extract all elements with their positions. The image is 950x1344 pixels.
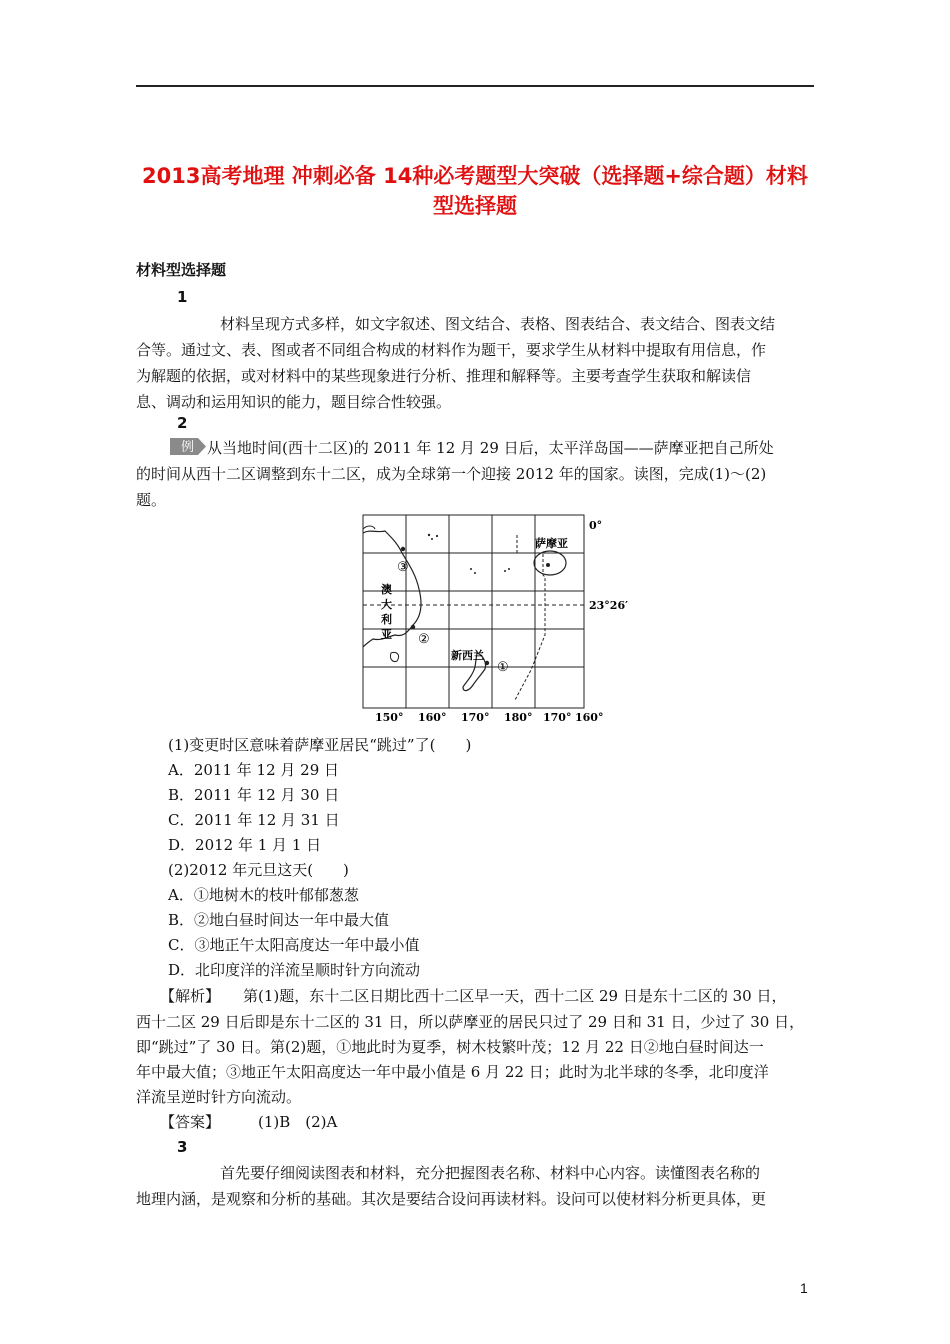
question-2-stem: (2)2012 年元旦这天( ) [168,861,349,879]
longitude-label: 160° [575,711,604,724]
analysis-line: 即“跳过”了 30 日。第(2)题，①地此时为夏季，树木枝繁叶茂；12 月 22 日②地白昼时间达一 [136,1038,764,1056]
header-rule [136,85,814,87]
longitude-label: 170° [461,711,490,724]
question-1-option: C．2011 年 12 月 31 日 [168,811,340,829]
section1-line: 息、调动和运用知识的能力，题目综合性较强。 [136,393,452,411]
date-line [515,535,545,700]
marker-3: ③ [397,560,409,575]
samoa-outline [534,551,566,575]
section3-line: 地理内涵，是观察和分析的基础。其次是要结合设问再读材料。设问可以使材料分析更具体，更 [136,1190,767,1208]
analysis-line: 第(1)题，东十二区日期比西十二区早一天，西十二区 29 日是东十二区的 30 日， [243,987,787,1005]
document-title-line2: 型选择题 [433,194,517,218]
analysis-line: 年中最大值；③地正午太阳高度达一年中最小值是 6 月 22 日；此时为北半球的冬季，北印度洋 [136,1063,769,1081]
section1-line: 合等。通过文、表、图或者不同组合构成的材料作为题干，要求学生从材料中提取有用信息，作 [136,341,767,359]
question-2-option: B．②地白昼时间达一年中最大值 [168,911,390,929]
section3-number: 3 [177,1138,188,1156]
longitude-label: 180° [504,711,533,724]
analysis-label: 【解析】 [160,987,221,1005]
example-line: 从当地时间(西十二区)的 2011 年 12 月 29 日后，太平洋岛国——萨摩亚把自己所处 [207,439,774,457]
longitude-label: 150° [375,711,404,724]
section1-number: 1 [177,288,188,306]
question-2-option: A．①地树木的枝叶郁郁葱葱 [168,886,359,904]
answer-value: (1)B (2)A [258,1113,338,1131]
label-australia-char: 澳 [381,583,392,596]
answer-label: 【答案】 [160,1113,221,1131]
question-1-option: D．2012 年 1 月 1 日 [168,836,322,854]
longitude-label: 160° [418,711,447,724]
section2-number: 2 [177,414,188,432]
label-australia-char: 利 [381,613,392,626]
document-title-line1: 2013高考地理 冲刺必备 14种必考题型大突破（选择题+综合题）材料 [142,164,808,188]
section-heading: 材料型选择题 [136,261,227,279]
analysis-line: 洋流呈逆时针方向流动。 [136,1088,302,1106]
question-2-option: D．北印度洋的洋流呈顺时针方向流动 [168,961,421,979]
label-australia-char: 亚 [381,628,392,641]
question-2-option: C．③地正午太阳高度达一年中最小值 [168,936,420,954]
australia-coast [363,531,421,647]
longitude-label: 170° [543,711,572,724]
label-samoa: 萨摩亚 [535,537,568,550]
section1-line: 为解题的依据，或对材料中的某些现象进行分析、推理和解释等。主要考查学生获取和解读信 [136,367,752,385]
section1-line: 材料呈现方式多样，如文字叙述、图文结合、表格、图表结合、表文结合、图表文结 [220,315,776,333]
section3-line: 首先要仔细阅读图表和材料，充分把握图表名称、材料中心内容。读懂图表名称的 [220,1164,761,1182]
samoa-map-figure [345,505,629,725]
example-line: 的时间从西十二区调整到东十二区，成为全球第一个迎接 2012 年的国家。读图，完成(1)～(2) [136,465,767,483]
svg-text:例: 例 [181,440,195,455]
question-1-option: B．2011 年 12 月 30 日 [168,786,340,804]
label-new-zealand: 新西兰 [451,649,484,662]
marker-2: ② [418,632,430,647]
question-1-stem: (1)变更时区意味着萨摩亚居民“跳过”了( ) [168,736,472,754]
label-australia-char: 大 [381,598,392,611]
example-line: 题。 [136,491,167,509]
analysis-line: 西十二区 29 日后即是东十二区的 31 日，所以萨摩亚的居民只过了 29 日和 31 日，少过了 30 日， [136,1013,805,1031]
example-icon [168,437,208,456]
label-tropic: 23°26′ [589,599,629,612]
question-1-option: A．2011 年 12 月 29 日 [168,761,340,779]
marker-1: ① [497,660,509,675]
page-number: 1 [800,1280,808,1296]
tasmania [390,652,398,661]
label-equator: 0° [589,519,603,532]
